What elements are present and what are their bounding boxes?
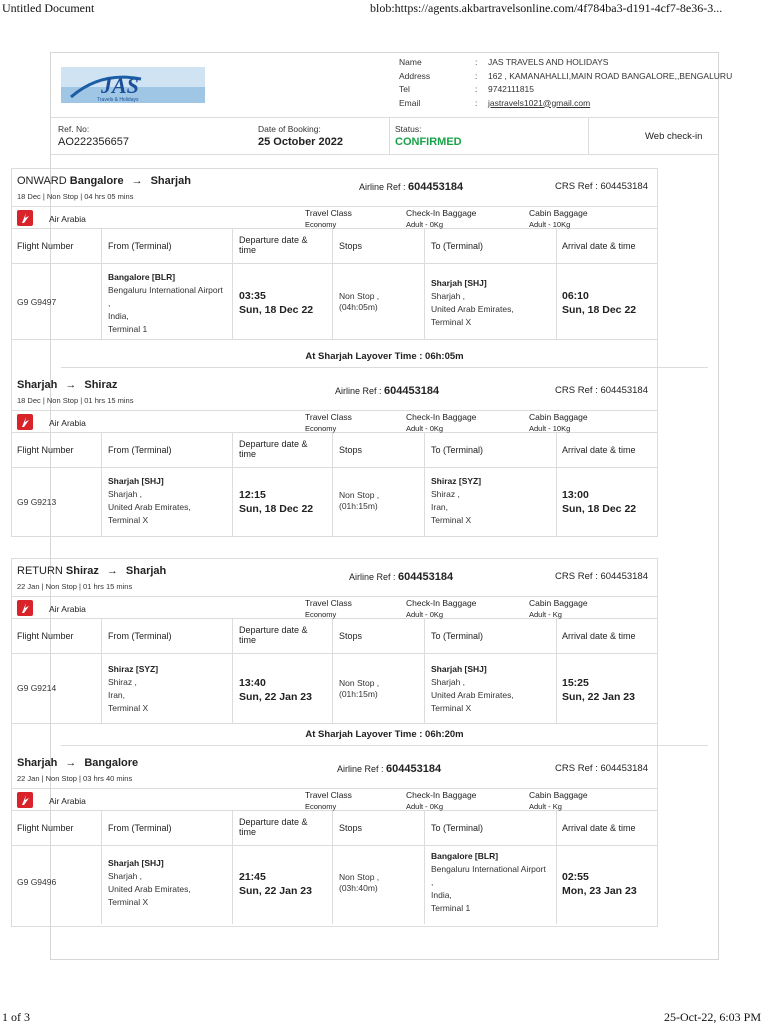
stops-header: Stops	[339, 241, 363, 251]
crs-ref-value: 604453184	[600, 763, 648, 774]
arrival-time: 15:25	[562, 677, 589, 689]
colon: :	[475, 97, 478, 108]
flight-number-header: Flight Number	[17, 631, 74, 641]
from-line: ,	[108, 298, 111, 308]
cabin-baggage-value: Adult - 10Kg	[529, 424, 571, 433]
route	[17, 379, 117, 391]
departure-time: 13:40	[239, 677, 266, 689]
col-divider	[556, 229, 557, 263]
table-header	[11, 229, 658, 264]
from-terminal	[108, 271, 223, 336]
arrival-header: Arrival date & time	[562, 241, 636, 251]
airline-ref-label: Airline Ref :	[349, 572, 396, 582]
to-airport: Sharjah [SHJ]	[431, 278, 487, 288]
page-indicator: 1 of 3	[2, 1010, 30, 1024]
col-divider	[332, 654, 333, 723]
to-line: United Arab Emirates,	[431, 304, 514, 314]
airline-ref-value: 604453184	[398, 571, 454, 583]
to-airport: Shiraz [SYZ]	[431, 476, 482, 486]
checkin-baggage-value: Adult - 0Kg	[406, 802, 444, 811]
arrow-icon: →	[131, 175, 143, 187]
travel-class	[305, 208, 352, 230]
table-header	[11, 619, 658, 654]
col-divider	[101, 468, 102, 536]
travel-class-label: Travel Class	[305, 790, 352, 800]
col-divider	[101, 654, 102, 723]
airline-ref	[359, 181, 463, 193]
to-terminal	[431, 475, 481, 527]
checkin-baggage	[406, 208, 476, 230]
stops-type: Non Stop ,	[339, 872, 380, 882]
departure-date: Sun, 22 Jan 23	[239, 885, 312, 897]
cabin-baggage	[529, 598, 588, 620]
from-line: India,	[108, 311, 129, 321]
layover-banner: At Sharjah Layover Time : 06h:20m	[61, 724, 708, 746]
from-line: United Arab Emirates,	[108, 502, 191, 512]
arrival-time: 06:10	[562, 290, 589, 302]
date-block	[258, 124, 343, 148]
col-divider	[232, 811, 233, 845]
flight-number: G9 G9214	[17, 683, 57, 693]
col-divider	[232, 846, 233, 924]
crs-ref-label: CRS Ref :	[555, 181, 598, 192]
route	[17, 565, 166, 577]
departure-datetime	[239, 488, 313, 516]
travel-class	[305, 412, 352, 434]
to-line: India,	[431, 890, 452, 900]
from-header: From (Terminal)	[108, 445, 172, 455]
to-terminal	[431, 277, 514, 329]
airline-name: Air Arabia	[49, 796, 86, 806]
flight-segment	[11, 558, 658, 730]
airline-ref-value: 604453184	[384, 385, 440, 397]
table-header	[11, 811, 658, 846]
arrival-header: Arrival date & time	[562, 445, 636, 455]
crs-ref	[555, 385, 648, 396]
crs-ref-value: 604453184	[600, 385, 648, 396]
col-divider	[424, 229, 425, 263]
travel-class-value: Economy	[305, 424, 337, 433]
crs-ref	[555, 763, 648, 774]
col-divider	[424, 811, 425, 845]
to-line: Terminal X	[431, 703, 472, 713]
col-divider	[424, 654, 425, 723]
air-arabia-logo-icon	[17, 600, 33, 616]
col-divider	[332, 619, 333, 653]
departure-date: Sun, 22 Jan 23	[239, 691, 312, 703]
from-airport: Sharjah [SHJ]	[108, 476, 164, 486]
airline-bar	[11, 596, 658, 619]
col-divider	[232, 433, 233, 467]
to-line: Terminal 1	[431, 903, 471, 913]
travel-class-value: Economy	[305, 802, 337, 811]
logo-text: JAS	[101, 73, 139, 98]
departure-time: 03:35	[239, 290, 266, 302]
stops	[339, 678, 379, 700]
colon: :	[475, 57, 478, 67]
arrival-time: 02:55	[562, 871, 589, 883]
departure-header: Departure date & time	[239, 817, 308, 837]
table-row	[11, 654, 658, 724]
airline-ref-label: Airline Ref :	[359, 182, 406, 192]
to-airport: Sharjah [SHJ]	[431, 664, 487, 674]
arrival-date: Mon, 23 Jan 23	[562, 885, 637, 897]
travel-class	[305, 790, 352, 812]
to-line: Iran,	[431, 502, 449, 512]
col-divider	[101, 229, 102, 263]
agency-address: 162 , KAMANAHALLI,MAIN ROAD BANGALORE,,BENGALURU	[488, 70, 733, 81]
airline-name: Air Arabia	[49, 214, 86, 224]
col-divider	[556, 846, 557, 924]
col-divider	[556, 619, 557, 653]
to-line: Shiraz ,	[431, 489, 460, 499]
col-divider	[101, 264, 102, 339]
date-label: Date of Booking:	[258, 124, 321, 134]
segment-header	[11, 372, 658, 410]
departure-time: 12:15	[239, 489, 266, 501]
col-divider	[424, 619, 425, 653]
departure-datetime	[239, 676, 312, 704]
to-city: Sharjah	[150, 175, 191, 187]
checkin-baggage-value: Adult - 0Kg	[406, 220, 444, 229]
segment-summary: 18 Dec | Non Stop | 01 hrs 15 mins	[17, 396, 134, 405]
direction-label: RETURN	[17, 565, 63, 577]
airline-ref-label: Airline Ref :	[337, 764, 384, 774]
from-header: From (Terminal)	[108, 823, 172, 833]
table-row	[11, 264, 658, 340]
air-arabia-logo-icon	[17, 414, 33, 430]
agency-logo	[61, 67, 205, 103]
agency-label: Address	[399, 70, 431, 81]
agency-tel: 9742111815	[488, 84, 535, 94]
stops-header: Stops	[339, 631, 363, 641]
web-checkin-link[interactable]: Web check-in	[645, 131, 703, 142]
crs-ref-value: 604453184	[600, 181, 648, 192]
to-header: To (Terminal)	[431, 445, 484, 455]
agency-name: JAS TRAVELS AND HOLIDAYS	[488, 57, 609, 67]
status-block	[395, 124, 462, 148]
segment-header	[11, 558, 658, 596]
from-header: From (Terminal)	[108, 631, 172, 641]
airline-bar	[11, 410, 658, 433]
flight-number: G9 G9213	[17, 497, 57, 507]
divider	[588, 118, 589, 155]
agency-email-link[interactable]: jastravels1021@gmail.com	[488, 97, 591, 108]
from-line: Terminal X	[108, 703, 149, 713]
departure-header: Departure date & time	[239, 235, 308, 255]
flight-number-header: Flight Number	[17, 445, 74, 455]
from-terminal	[108, 857, 191, 909]
to-airport: Bangalore [BLR]	[431, 851, 499, 861]
arrival-date: Sun, 18 Dec 22	[562, 304, 637, 316]
flight-segment	[11, 750, 658, 926]
to-line: ,	[431, 877, 434, 887]
travel-class	[305, 598, 352, 620]
travel-class-label: Travel Class	[305, 208, 352, 218]
from-line: Sharjah ,	[108, 489, 143, 499]
col-divider	[332, 468, 333, 536]
checkin-baggage-label: Check-In Baggage	[406, 598, 477, 608]
col-divider	[101, 619, 102, 653]
segment-header	[11, 168, 658, 206]
booking-info-bar	[51, 117, 718, 155]
stops-duration: (04h:05m)	[339, 302, 378, 312]
airline-name: Air Arabia	[49, 604, 86, 614]
from-city: Shiraz	[65, 565, 99, 577]
from-line: Terminal 1	[108, 324, 148, 334]
from-header: From (Terminal)	[108, 241, 172, 251]
to-header: To (Terminal)	[431, 823, 484, 833]
checkin-baggage-label: Check-In Baggage	[406, 412, 477, 422]
flight-number: G9 G9497	[17, 297, 57, 307]
ref-label: Ref. No:	[58, 124, 90, 134]
cabin-baggage	[529, 790, 588, 812]
logo-tagline: Travels & Holidays	[97, 97, 139, 103]
arrival-time: 13:00	[562, 489, 589, 501]
stops-duration: (01h:15m)	[339, 689, 378, 699]
to-city: Bangalore	[84, 757, 139, 769]
col-divider	[101, 811, 102, 845]
departure-datetime	[239, 870, 312, 898]
col-divider	[232, 619, 233, 653]
checkin-baggage	[406, 598, 476, 620]
from-line: Shiraz ,	[108, 677, 137, 687]
departure-header: Departure date & time	[239, 439, 308, 459]
arrival-date: Sun, 18 Dec 22	[562, 503, 637, 515]
to-city: Sharjah	[125, 565, 167, 577]
col-divider	[332, 811, 333, 845]
to-line: Terminal X	[431, 317, 472, 327]
from-line: Iran,	[108, 690, 126, 700]
departure-header: Departure date & time	[239, 625, 308, 645]
airline-ref	[337, 763, 441, 775]
col-divider	[232, 654, 233, 723]
airline-ref	[335, 385, 439, 397]
col-divider	[424, 468, 425, 536]
airline-ref	[349, 571, 453, 583]
col-divider	[556, 468, 557, 536]
stops	[339, 490, 379, 512]
from-line: Bengaluru International Airport	[108, 285, 223, 295]
flight-number: G9 G9496	[17, 877, 57, 887]
col-divider	[232, 468, 233, 536]
col-divider	[424, 264, 425, 339]
travel-class-value: Economy	[305, 610, 337, 619]
arrival-datetime	[562, 488, 636, 516]
col-divider	[424, 433, 425, 467]
arrow-icon: →	[106, 565, 118, 577]
from-terminal	[108, 663, 158, 715]
flight-segment	[11, 372, 658, 536]
col-divider	[556, 654, 557, 723]
crs-ref-label: CRS Ref :	[555, 385, 598, 396]
cabin-baggage-value: Adult - Kg	[529, 802, 562, 811]
colon: :	[475, 84, 478, 94]
status-badge: CONFIRMED	[395, 136, 462, 148]
stops-type: Non Stop ,	[339, 291, 380, 301]
stops-header: Stops	[339, 445, 363, 455]
from-airport: Sharjah [SHJ]	[108, 858, 164, 868]
browser-title: Untitled Document	[2, 1, 95, 15]
from-city: Sharjah	[17, 379, 58, 391]
airline-ref-value: 604453184	[408, 181, 464, 193]
cabin-baggage-label: Cabin Baggage	[529, 208, 588, 218]
divider	[389, 118, 390, 155]
col-divider	[424, 846, 425, 924]
to-line: United Arab Emirates,	[431, 690, 514, 700]
from-airport: Shiraz [SYZ]	[108, 664, 159, 674]
col-divider	[332, 264, 333, 339]
airline-name: Air Arabia	[49, 418, 86, 428]
travel-class-label: Travel Class	[305, 412, 352, 422]
flight-segment	[11, 168, 658, 340]
cabin-baggage	[529, 208, 588, 230]
to-terminal	[431, 663, 514, 715]
travel-class-value: Economy	[305, 220, 337, 229]
col-divider	[556, 433, 557, 467]
stops-duration: (03h:40m)	[339, 883, 378, 893]
departure-date: Sun, 18 Dec 22	[239, 304, 314, 316]
col-divider	[556, 811, 557, 845]
from-terminal	[108, 475, 191, 527]
colon: :	[475, 70, 478, 81]
stops-type: Non Stop ,	[339, 678, 380, 688]
to-header: To (Terminal)	[431, 241, 484, 251]
airline-bar	[11, 206, 658, 229]
stops-type: Non Stop ,	[339, 490, 380, 500]
direction-label: ONWARD	[17, 175, 67, 187]
to-header: To (Terminal)	[431, 631, 484, 641]
crs-ref-label: CRS Ref :	[555, 571, 598, 582]
from-city: Sharjah	[17, 757, 58, 769]
arrival-datetime	[562, 676, 635, 704]
from-city: Bangalore	[69, 175, 124, 187]
agency-label: Email	[399, 97, 421, 108]
cabin-baggage-value: Adult - 10Kg	[529, 220, 571, 229]
cabin-baggage-value: Adult - Kg	[529, 610, 562, 619]
flight-number-header: Flight Number	[17, 823, 74, 833]
crs-ref-value: 604453184	[600, 571, 648, 582]
arrival-date: Sun, 22 Jan 23	[562, 691, 635, 703]
to-line: Bengaluru International Airport	[431, 864, 546, 874]
browser-url: blob:https://agents.akbartravelsonline.com/4f784ba3-d191-4cf7-8e36-3...	[370, 1, 723, 15]
crs-ref	[555, 571, 648, 582]
stops-header: Stops	[339, 823, 363, 833]
segment-header	[11, 750, 658, 788]
agency-label: Tel	[399, 84, 410, 94]
crs-ref-label: CRS Ref :	[555, 763, 598, 774]
cabin-baggage-label: Cabin Baggage	[529, 412, 588, 422]
departure-date: Sun, 18 Dec 22	[239, 503, 314, 515]
flight-number-header: Flight Number	[17, 241, 74, 251]
to-terminal	[431, 850, 546, 915]
from-airport: Bangalore [BLR]	[108, 272, 176, 282]
ref-block	[58, 124, 129, 148]
to-line: Terminal X	[431, 515, 472, 525]
table-row	[11, 468, 658, 536]
segment-summary: 18 Dec | Non Stop | 04 hrs 05 mins	[17, 192, 134, 201]
arrival-datetime	[562, 289, 636, 317]
col-divider	[332, 846, 333, 924]
airline-ref-value: 604453184	[386, 763, 442, 775]
checkin-baggage-value: Adult - 0Kg	[406, 424, 444, 433]
route	[17, 175, 191, 187]
checkin-baggage-value: Adult - 0Kg	[406, 610, 444, 619]
from-line: Sharjah ,	[108, 871, 143, 881]
airline-ref-label: Airline Ref :	[335, 386, 382, 396]
layover-banner: At Sharjah Layover Time : 06h:05m	[61, 346, 708, 368]
arrival-datetime	[562, 870, 637, 898]
from-line: Terminal X	[108, 897, 149, 907]
col-divider	[332, 229, 333, 263]
cabin-baggage-label: Cabin Baggage	[529, 790, 588, 800]
checkin-baggage-label: Check-In Baggage	[406, 790, 477, 800]
departure-datetime	[239, 289, 313, 317]
segment-summary: 22 Jan | Non Stop | 01 hrs 15 mins	[17, 582, 133, 591]
checkin-baggage	[406, 790, 476, 812]
stops	[339, 291, 379, 313]
travel-class-label: Travel Class	[305, 598, 352, 608]
to-city: Shiraz	[84, 379, 118, 391]
to-line: Sharjah ,	[431, 677, 466, 687]
col-divider	[232, 264, 233, 339]
col-divider	[556, 264, 557, 339]
arrival-header: Arrival date & time	[562, 823, 636, 833]
cabin-baggage	[529, 412, 588, 434]
air-arabia-logo-icon	[17, 210, 33, 226]
ref-value: AO222356657	[58, 136, 129, 148]
table-header	[11, 433, 658, 468]
status-label: Status:	[395, 124, 422, 134]
crs-ref	[555, 181, 648, 192]
checkin-baggage-label: Check-In Baggage	[406, 208, 477, 218]
from-line: United Arab Emirates,	[108, 884, 191, 894]
departure-time: 21:45	[239, 871, 266, 883]
stops-duration: (01h:15m)	[339, 501, 378, 511]
col-divider	[101, 846, 102, 924]
arrival-header: Arrival date & time	[562, 631, 636, 641]
route	[17, 757, 138, 769]
stops	[339, 872, 379, 894]
col-divider	[232, 229, 233, 263]
from-line: Terminal X	[108, 515, 149, 525]
col-divider	[101, 433, 102, 467]
arrow-icon: →	[65, 379, 77, 391]
arrow-icon: →	[65, 757, 77, 769]
table-row	[11, 846, 658, 924]
printed-timestamp: 25-Oct-22, 6:03 PM	[664, 1010, 761, 1024]
checkin-baggage	[406, 412, 476, 434]
agency-label: Name	[399, 57, 422, 67]
to-line: Sharjah ,	[431, 291, 466, 301]
airline-bar	[11, 788, 658, 811]
segment-summary: 22 Jan | Non Stop | 03 hrs 40 mins	[17, 774, 133, 783]
date-value: 25 October 2022	[258, 136, 343, 148]
air-arabia-logo-icon	[17, 792, 33, 808]
cabin-baggage-label: Cabin Baggage	[529, 598, 588, 608]
col-divider	[332, 433, 333, 467]
